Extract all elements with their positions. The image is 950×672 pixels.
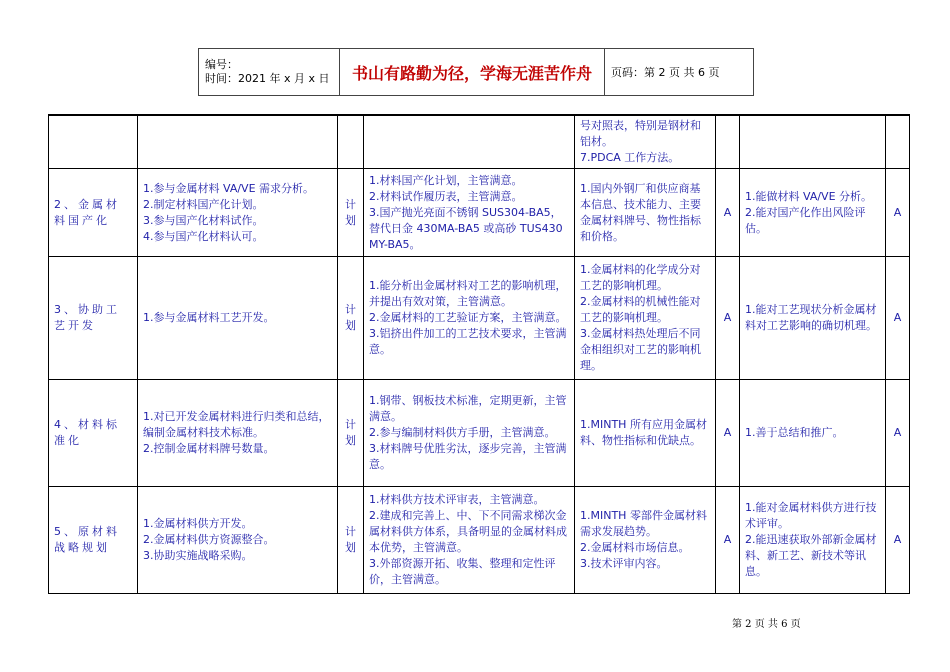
plan-cell: 计划 [338, 487, 364, 594]
header-meta [199, 49, 340, 96]
plan-cell: 计划 [338, 380, 364, 487]
grade-cell: A [716, 257, 740, 380]
cell-line: 1.材料国产化计划，主管满意。 [369, 173, 523, 187]
cell-line: 2.金属材料的机械性能对工艺的影响机理。 [580, 295, 701, 324]
cell-line: 1.参与金属材料工艺开发。 [143, 311, 275, 324]
cell-line: 1.国内外钢厂和供应商基本信息、技术能力、主要金属材料牌号、物性指标和价格。 [580, 181, 701, 243]
plan-cell [338, 115, 364, 169]
table-row [49, 380, 910, 487]
item-name-cell: 4、材料标准化 [49, 380, 138, 487]
item-name-cell: 2、金属材料国产化 [49, 169, 138, 257]
cell-line: 2.金属材料的工艺验证方案，主管满意。 [369, 311, 567, 324]
cell-line: 1.材料供方技术评审表，主管满意。 [369, 493, 545, 506]
cell-line: 3.外部资源开拓、收集、整理和定性评价，主管满意。 [369, 557, 556, 586]
item-name-cell: 3、协助工艺开发 [49, 257, 138, 380]
cell-line: 号对照表，特别是钢材和铝材。 [580, 119, 701, 148]
page-label: 页码：第 2 页 共 6 页 [605, 49, 754, 96]
cell-line: 3.铝挤出件加工的工艺技术要求，主管满意。 [369, 327, 567, 356]
standard-cell [364, 169, 575, 257]
ability-cell [740, 115, 886, 169]
cell-line: 1.善于总结和推广。 [745, 426, 844, 439]
plan-cell: 计划 [338, 169, 364, 257]
standard-cell [364, 257, 575, 380]
cell-line: 3.技术评审内容。 [580, 557, 668, 570]
cell-line: 2.制定材料国产化计划。 [143, 197, 264, 211]
grade-cell [886, 115, 910, 169]
grade-cell: A [716, 380, 740, 487]
standard-cell [364, 487, 575, 594]
time-label: 时间：2021 年 x 月 x 日 [205, 72, 330, 85]
cell-line: 2.金属材料供方资源整合。 [143, 533, 275, 546]
cell-line: 3.协助实施战略采购。 [143, 549, 253, 562]
number-label: 编号： [205, 58, 238, 71]
competency-table [48, 114, 910, 594]
grade-cell: A [716, 169, 740, 257]
cell-line: 1.对已开发金属材料进行归类和总结，编制金属材料技术标准。 [143, 410, 330, 439]
cell-line: 1.MINTH 零部件金属材料需求发展趋势。 [580, 509, 707, 538]
cell-line: 2.能对国产化作出风险评估。 [745, 205, 866, 235]
table-row [49, 257, 910, 380]
cell-line: 1.能分析出金属材料对工艺的影响机理，并提出有效对策，主管满意。 [369, 279, 567, 308]
resource-cell [575, 257, 716, 380]
cell-line: 2.能迅速获取外部新金属材料、新工艺、新技术等讯息。 [745, 533, 877, 578]
standard-cell [364, 380, 575, 487]
cell-line: 2.参与编制材料供方手册，主管满意。 [369, 426, 556, 439]
grade-cell: A [886, 257, 910, 380]
cell-line: 2.材料试作履历表，主管满意。 [369, 189, 523, 203]
resource-cell [575, 487, 716, 594]
task-cell [138, 115, 338, 169]
cell-line: 3.国产抛光亮面不锈钢 SUS304-BA5，替代日金 430MA-BA5 或高砂 TUS430MY-BA5。 [369, 205, 563, 251]
cell-line: 3.参与国产化材料试作。 [143, 213, 264, 227]
table-row [49, 487, 910, 594]
cell-line: 2.建成和完善上、中、下不同需求梯次金属材料供方体系，具备明显的金属材料成本优势，主管满意。 [369, 509, 567, 554]
cell-line: 1.MINTH 所有应用金属材料、物性指标和优缺点。 [580, 418, 707, 447]
motto: 书山有路勤为径，学海无涯苦作舟 [340, 49, 605, 96]
grade-cell: A [716, 487, 740, 594]
cell-line: 1.钢带、钢板技术标准，定期更新，主管满意。 [369, 394, 567, 423]
task-cell [138, 380, 338, 487]
cell-line: 4.参与国产化材料认可。 [143, 229, 264, 243]
page-footer: 第 2 页 共 6 页 [732, 619, 801, 630]
resource-cell [575, 380, 716, 487]
cell-line: 2.金属材料市场信息。 [580, 541, 690, 554]
cell-line: 2.控制金属材料牌号数量。 [143, 442, 275, 455]
grade-cell: A [886, 169, 910, 257]
cell-line: 1.金属材料的化学成分对工艺的影响机理。 [580, 263, 701, 292]
ability-cell [740, 169, 886, 257]
cell-line: 3.材料牌号优胜劣汰，逐步完善，主管满意。 [369, 442, 567, 471]
item-name-cell: 5、原材料战略规划 [49, 487, 138, 594]
ability-cell [740, 257, 886, 380]
standard-cell [364, 115, 575, 169]
resource-cell [575, 115, 716, 169]
cell-line: 7.PDCA 工作方法。 [580, 151, 680, 164]
resource-cell [575, 169, 716, 257]
ability-cell [740, 487, 886, 594]
cell-line: 1.能做材料 VA/VE 分析。 [745, 189, 873, 203]
grade-cell [716, 115, 740, 169]
cell-line: 3.金属材料热处理后不同金相组织对工艺的影响机理。 [580, 327, 701, 372]
task-cell [138, 487, 338, 594]
cell-line: 1.能对金属材料供方进行技术评审。 [745, 501, 877, 530]
cell-line: 1.能对工艺现状分析金属材料对工艺影响的确切机理。 [745, 303, 877, 332]
cell-line: 1.参与金属材料 VA/VE 需求分析。 [143, 181, 315, 195]
task-cell [138, 169, 338, 257]
page-header [198, 48, 754, 96]
grade-cell: A [886, 487, 910, 594]
ability-cell [740, 380, 886, 487]
task-cell [138, 257, 338, 380]
plan-cell: 计划 [338, 257, 364, 380]
table-row [49, 115, 910, 169]
item-name-cell [49, 115, 138, 169]
grade-cell: A [886, 380, 910, 487]
cell-line: 1.金属材料供方开发。 [143, 517, 253, 530]
table-row [49, 169, 910, 257]
